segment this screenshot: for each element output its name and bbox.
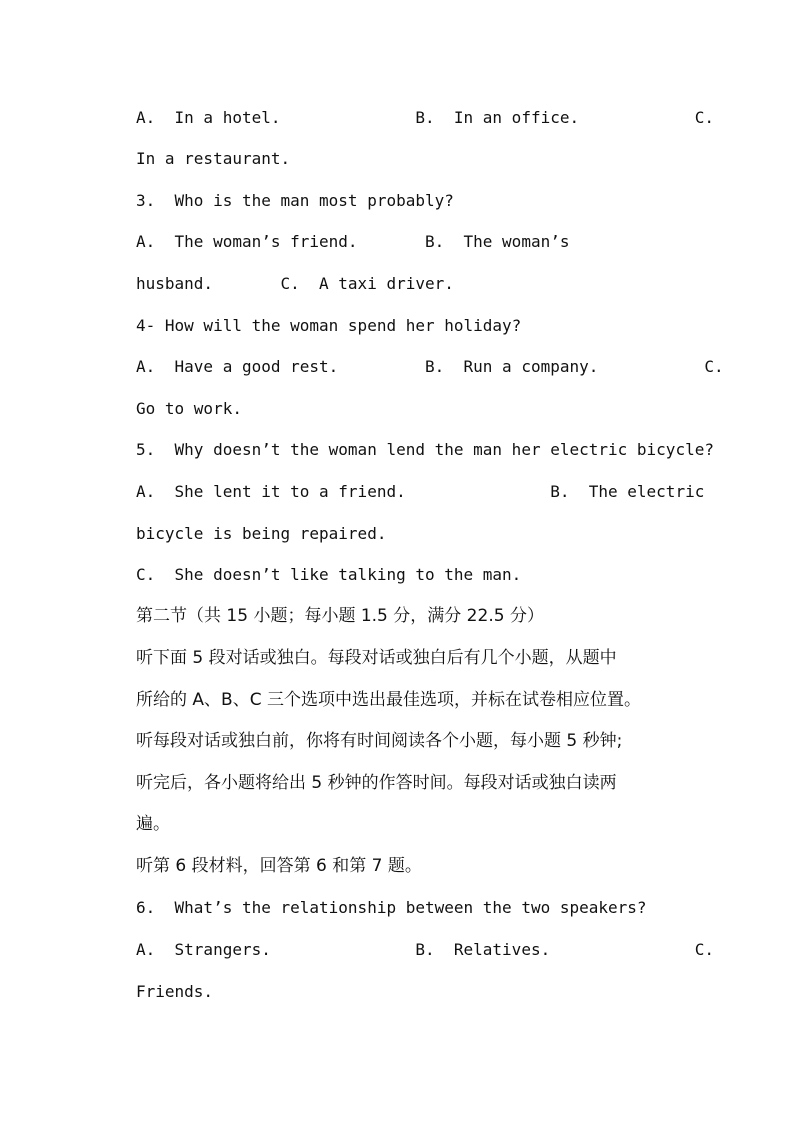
instruction-line-2: 所给的 A、B、C 三个选项中选出最佳选项，并标在试卷相应位置。 (136, 690, 641, 710)
q2-option-c: In a restaurant. (136, 149, 291, 168)
q2-options-line: A. In a hotel. B. In an office. C. (136, 108, 714, 127)
q4-question: 4- How will the woman spend her holiday? (136, 316, 522, 335)
instruction-line-5: 遍。 (136, 814, 170, 834)
q3-options-line: A. The woman’s friend. B. The woman’s (136, 232, 570, 251)
instruction-line-4: 听完后，各小题将给出 5 秒钟的作答时间。每段对话或独白读两 (136, 773, 617, 793)
q5-option-c: C. She doesn’t like talking to the man. (136, 565, 522, 584)
q4-options-line: A. Have a good rest. B. Run a company. C. (136, 357, 724, 376)
q6-options-line: A. Strangers. B. Relatives. C. (136, 940, 714, 959)
q4-option-c: Go to work. (136, 399, 242, 418)
q6-question: 6. What’s the relationship between the two speakers? (136, 898, 647, 917)
q5-options-line: A. She lent it to a friend. B. The electric (136, 482, 705, 501)
section-heading: 第二节（共 15 小题；每小题 1.5 分，满分 22.5 分） (136, 606, 544, 626)
q5-option-b-cont: bicycle is being repaired. (136, 524, 387, 543)
q5-question: 5. Why doesn’t the woman lend the man her electric bicycle? (136, 440, 714, 459)
q6-option-c: Friends. (136, 982, 214, 1001)
q3-options-cont: husband. C. A taxi driver. (136, 274, 454, 293)
material-instruction: 听第 6 段材料，回答第 6 和第 7 题。 (136, 856, 422, 876)
instruction-line-1: 听下面 5 段对话或独白。每段对话或独白后有几个小题，从题中 (136, 648, 617, 668)
q3-question: 3. Who is the man most probably? (136, 191, 454, 210)
instruction-line-3: 听每段对话或独白前，你将有时间阅读各个小题，每小题 5 秒钟; (136, 731, 623, 751)
